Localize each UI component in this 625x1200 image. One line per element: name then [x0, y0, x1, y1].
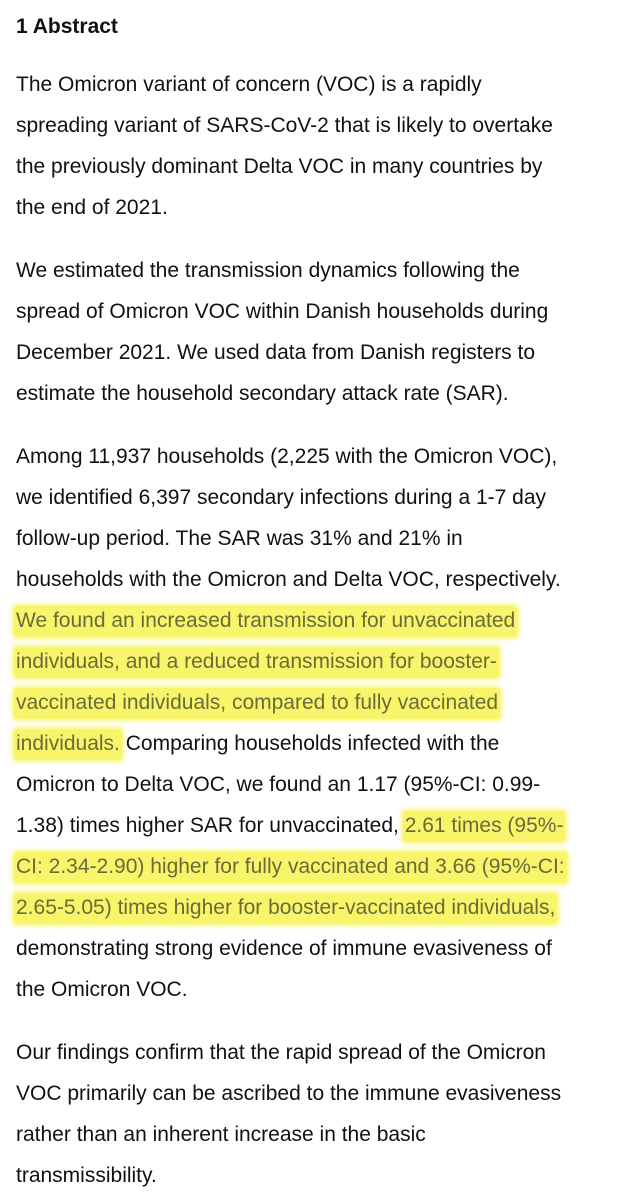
paragraph-2-line-1: We estimated the transmission dynamics following the [16, 259, 520, 282]
paragraph-3-line-10 [16, 811, 563, 841]
paragraph-3-line-7 [16, 688, 498, 718]
paragraph-3-line-14: the Omicron VOC. [16, 978, 188, 1001]
highlighted-text: individuals. [14, 729, 122, 760]
paragraph-2-line-3: December 2021. We used data from Danish registers to [16, 341, 536, 364]
paragraph-4-line-1: Our findings confirm that the rapid spread of the Omicron [16, 1041, 546, 1064]
paragraph-3-line-8 [16, 729, 499, 759]
paragraph-3-line-1: Among 11,937 households (2,225 with the Omicron VOC), [16, 445, 558, 468]
paragraph-2-line-2: spread of Omicron VOC within Danish households during [16, 300, 549, 323]
highlighted-text: individuals, and a reduced transmission for booster- [14, 647, 499, 678]
paragraph-3-line-9: Omicron to Delta VOC, we found an 1.17 (95%-CI: 0.99- [16, 773, 541, 796]
paragraph-3-line-12 [16, 893, 555, 923]
plain-text: 1.38) times higher SAR for unvaccinated, [16, 814, 399, 837]
highlighted-text: We found an increased transmission for unvaccinated [14, 606, 517, 637]
paragraph-3-line-11 [16, 852, 565, 882]
paragraph-3-line-13: demonstrating strong evidence of immune evasiveness of [16, 937, 552, 960]
paragraph-4-line-3: rather than an inherent increase in the basic [16, 1123, 426, 1146]
paragraph-2-line-4: estimate the household secondary attack rate (SAR). [16, 382, 509, 405]
highlighted-text: CI: 2.34-2.90) higher for fully vaccinated and 3.66 (95%-CI: [14, 852, 567, 883]
paragraph-1-line-4: the end of 2021. [16, 196, 168, 219]
paragraph-4-line-2: VOC primarily can be ascribed to the immune evasiveness [16, 1082, 562, 1105]
highlighted-text: 2.65-5.05) times higher for booster-vaccinated individuals, [14, 893, 557, 924]
paragraph-3-line-3: follow-up period. The SAR was 31% and 21% in [16, 527, 463, 550]
paragraph-3-line-4: households with the Omicron and Delta VOC, respectively. [16, 568, 561, 591]
paragraph-3-line-2: we identified 6,397 secondary infections during a 1-7 day [16, 486, 547, 509]
highlighted-text: 2.61 times (95%- [403, 811, 566, 842]
section-heading: 1 Abstract [16, 15, 118, 38]
paragraph-3-line-6 [16, 647, 497, 677]
paragraph-1-line-1: The Omicron variant of concern (VOC) is a rapidly [16, 73, 482, 96]
paragraph-1-line-3: the previously dominant Delta VOC in many countries by [16, 155, 543, 178]
highlighted-text: vaccinated individuals, compared to fully vaccinated [14, 688, 500, 719]
paragraph-1-line-2: spreading variant of SARS-CoV-2 that is likely to overtake [16, 114, 553, 137]
plain-text: Comparing households infected with the [125, 732, 500, 755]
paragraph-3-line-5 [16, 606, 515, 636]
paragraph-4-line-4: transmissibility. [16, 1164, 157, 1187]
